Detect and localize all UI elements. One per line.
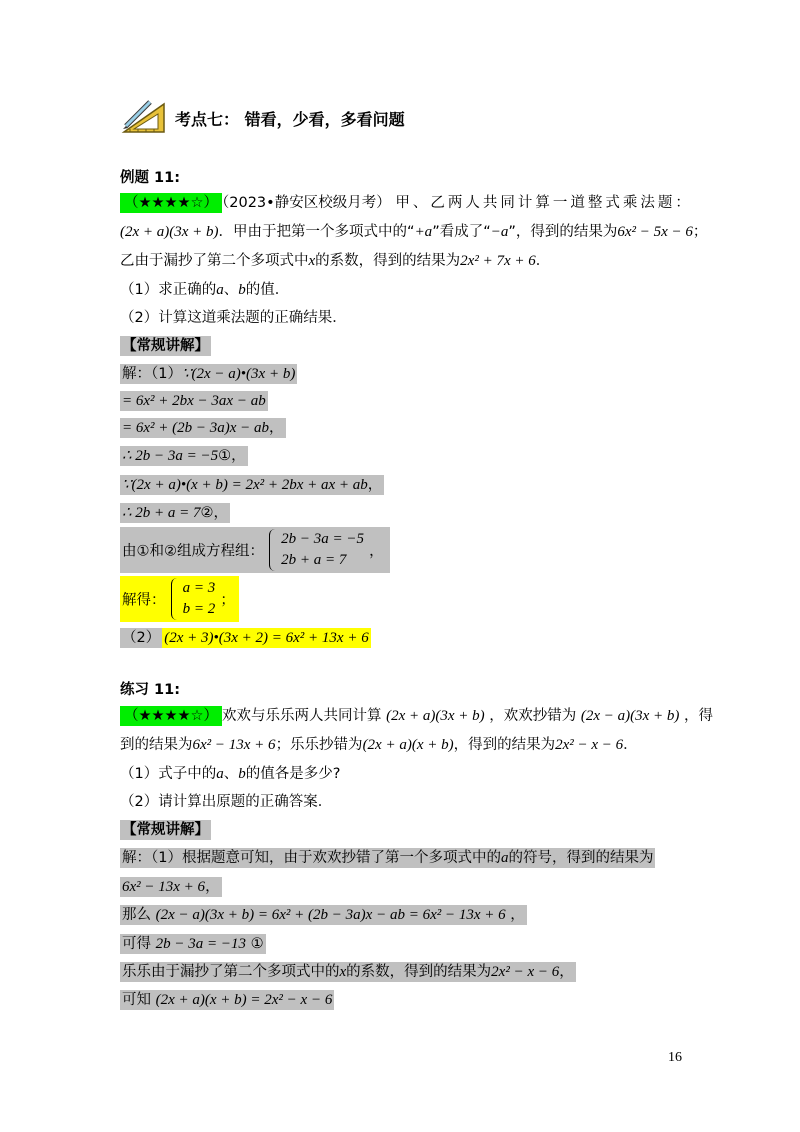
example-question-1: （1）求正确的a、b的值． [120,282,290,298]
practice-question-1: （1）式子中的a、b的值各是多少? [120,766,341,782]
example-step-4: ∴ 2b − 3a = −5①， [122,448,246,464]
practice-question-2: （2）请计算出原题的正确答案． [120,794,333,810]
practice-step-5: 乐乐由于漏抄了第二个多项式中的x的系数，得到的结果为2x² − x − 6， [122,964,574,980]
practice-solution-tag: 【常规讲解】 [122,822,209,838]
practice-line-1: （★★★★☆） 欢欢与乐乐两人共同计算 (2x + a)(3x + b) ，欢欢抄错为 (2x − a)(3x + b) ，得 [120,706,713,726]
example-question-2: （2）计算这道乘法题的正确结果． [120,310,347,326]
practice-difficulty-stars: （★★★★☆） [120,706,222,726]
example-answer-2: （2） (2x + 3)•(3x + 2) = 6x² + 13x + 6 [122,630,369,646]
example-line-3: 乙由于漏抄了第二个多项式中x的系数，得到的结果为2x² + 7x + 6． [120,253,551,269]
practice-step-3: 那么 (2x − a)(3x + b) = 6x² + (2b − 3a)x − ab = 6x² − 13x + 6 ， [122,907,525,923]
example-step-3: = 6x² + (2b − 3a)x − ab， [122,420,284,436]
practice-step-6: 可知 (2x + a)(x + b) = 2x² − x − 6 [122,992,333,1008]
practice-step-2: 6x² − 13x + 6， [122,879,220,895]
example-line-2: (2x + a)(3x + b)．甲由于把第一个多项式中的“+a”看成了“−a”，得到的结果为6x² − 5x − 6； [120,224,708,240]
section-heading: 考点七： 错看，少看，多看问题 [175,110,405,129]
example-step-2: = 6x² + 2bx − 3ax − ab [122,393,266,409]
example-title: 例题 11: [120,170,181,186]
difficulty-stars: （★★★★☆） [120,193,222,213]
example-step-6: ∴ 2b + a = 7②， [122,505,229,521]
example-system-of-equations: 由①和②组成方程组： 2b − 3a = −5 2b + a = 7 ， [120,527,390,573]
ruler-pencil-icon [120,96,168,136]
page-number: 16 [668,1050,682,1065]
example-intro: （★★★★☆） （2023•静安区校级月考） 甲、乙两人共同计算一道整式乘法题： [120,193,693,213]
example-step-5: ∵(2x + a)•(x + b) = 2x² + 2bx + ax + ab， [122,477,383,493]
practice-step-1: 解：（1）根据题意可知，由于欢欢抄错了第一个多项式中的a的符号，得到的结果为 [122,850,654,866]
practice-title: 练习 11: [120,682,181,698]
example-solution-tag: 【常规讲解】 [122,338,209,354]
example-answer-1: 解得： a = 3 b = 2 ； [120,576,239,622]
example-step-1: 解：（1）∵(2x − a)•(3x + b) [122,366,296,382]
practice-step-4: 可得 2b − 3a = −13 ① [122,936,264,952]
example-source: （2023•静安区校级月考） [222,195,391,211]
practice-line-2: 到的结果为6x² − 13x + 6；乐乐抄错为(2x + a)(x + b)，得到的结果为2x² − x − 6． [120,737,638,753]
